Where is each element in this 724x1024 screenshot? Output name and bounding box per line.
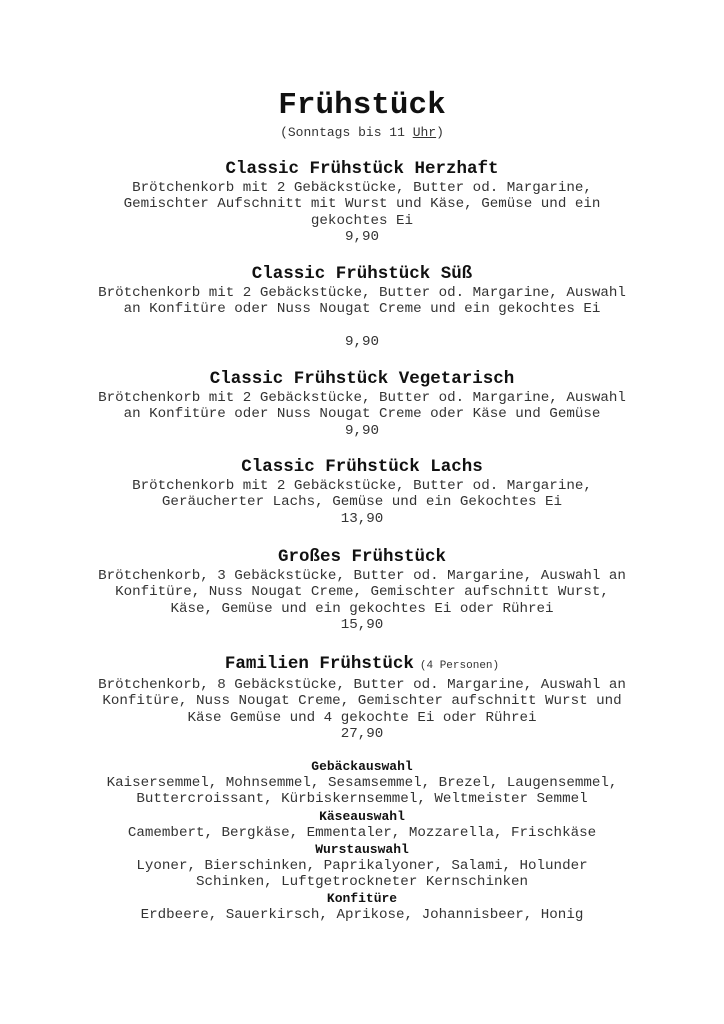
menu-item-price: 9,90 (344, 333, 380, 350)
extras-text-konfituere: Erdbeere, Sauerkirsch, Aprikose, Johannisbeer, Honig (140, 907, 584, 924)
menu-item-name: Classic Frühstück Herzhaft (225, 159, 499, 179)
menu-item-description: Brötchenkorb mit 2 Gebäckstücke, Butter od. Margarine, Auswahl an Konfitüre oder Nuss Nougat Creme oder Käse und Gemüse (98, 390, 626, 423)
menu-item-name: Classic Frühstück Vegetarisch (209, 369, 515, 389)
extras-title-gebaeck: Gebäckauswahl (311, 759, 413, 774)
page-title: Frühstück (278, 88, 446, 123)
menu-item-name: Classic Frühstück Lachs (241, 457, 483, 477)
menu-item-vegetarisch (0, 368, 724, 439)
extras-text-gebaeck: Kaisersemmel, Mohnsemmel, Sesamsemmel, Brezel, Laugensemmel, Buttercroissant, Kürbiskernsemmel, Weltmeister Semmel (106, 775, 618, 808)
menu-item-description: Brötchenkorb, 3 Gebäckstücke, Butter od. Margarine, Auswahl an Konfitüre, Nuss Nougat Creme, Gemischter aufschnitt Wurst, Käse, Gemüse und ein gekochtes Ei oder Rührei (98, 568, 626, 617)
subtitle-text-start: (Sonntags bis 11 (280, 125, 413, 140)
menu-item-price: 9,90 (344, 422, 380, 439)
extras-text-wurst: Lyoner, Bierschinken, Paprikalyoner, Salami, Holunder Schinken, Luftgetrockneter Kernschinken (136, 857, 588, 891)
menu-item-familien (0, 653, 724, 742)
menu-item-description: Brötchenkorb mit 2 Gebäckstücke, Butter od. Margarine, Geräucherter Lachs, Gemüse und ein Gekochtes Ei (132, 478, 592, 511)
menu-item-grosses (0, 546, 724, 633)
extras-text-kaese: Camembert, Bergkäse, Emmentaler, Mozzarella, Frischkäse (127, 824, 597, 841)
menu-item-lachs (0, 456, 724, 527)
extras-title-konfituere: Konfitüre (326, 891, 398, 907)
menu-item-description: Brötchenkorb, 8 Gebäckstücke, Butter od. Margarine, Auswahl an Konfitüre, Nuss Nougat Creme, Gemischter aufschnitt Wurst und Käse Gemüse und 4 gekochte Ei oder Rührei (98, 677, 626, 726)
menu-item-price: 9,90 (344, 228, 380, 245)
extras-title-wurst: Wurstauswahl (315, 841, 409, 857)
menu-item-suess (0, 263, 724, 350)
menu-item-price: 27,90 (340, 725, 384, 742)
menu-item-name: Großes Frühstück (277, 547, 447, 567)
menu-item-name: Familien Frühstück (224, 654, 414, 674)
menu-item-name-row (0, 653, 724, 677)
menu-item-description: Brötchenkorb mit 2 Gebäckstücke, Butter od. Margarine, Gemischter Aufschnitt mit Wurst und Käse, Gemüse und ein gekochtes Ei (123, 180, 601, 229)
menu-item-description: Brötchenkorb mit 2 Gebäckstücke, Butter od. Margarine, Auswahl an Konfitüre oder Nuss Nougat Creme und ein gekochtes Ei (98, 285, 626, 318)
subtitle-text-end: ) (436, 125, 444, 140)
extras-title-kaese: Käseauswahl (319, 808, 405, 824)
menu-item-herzhaft (0, 158, 724, 245)
menu-item-price: 15,90 (340, 616, 384, 633)
subtitle-text-underlined: Uhr (412, 125, 437, 140)
page-subtitle (0, 125, 724, 141)
menu-item-note: (4 Personen) (419, 660, 500, 672)
menu-item-price: 13,90 (340, 510, 384, 527)
menu-item-name: Classic Frühstück Süß (251, 264, 473, 284)
extras-section (0, 758, 724, 924)
